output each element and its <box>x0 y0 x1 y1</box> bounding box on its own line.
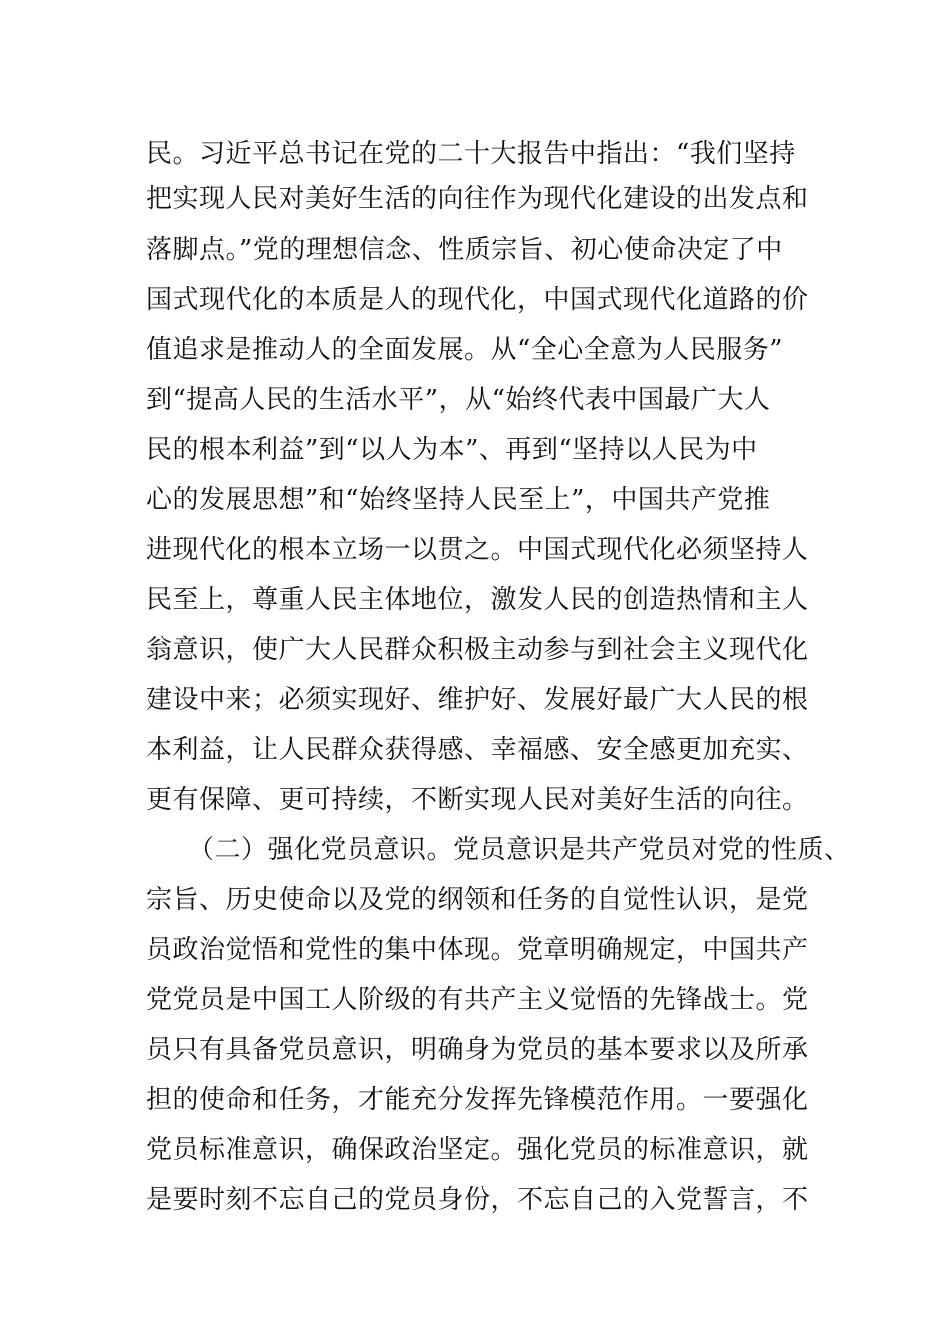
text-line: 党员标准意识，确保政治坚定。强化党员的标准意识，就 <box>146 1135 809 1165</box>
text-line: 是要时刻不忘自己的党员身份，不忘自己的入党誓言，不 <box>146 1185 809 1215</box>
text-line: 民至上，尊重人民主体地位，激发人民的创造热情和主人 <box>146 585 809 615</box>
text-line: 进现代化的根本立场一以贯之。中国式现代化必须坚持人 <box>146 535 809 565</box>
text-line: 民。习近平总书记在党的二十大报告中指出：“我们坚持 <box>146 139 796 169</box>
text-line: 员政治觉悟和党性的集中体现。党章明确规定，中国共产 <box>146 935 809 965</box>
text-line: 员只有具备党员意识，明确身为党员的基本要求以及所承 <box>146 1035 809 1065</box>
text-line: 翁意识，使广大人民群众积极主动参与到社会主义现代化 <box>146 635 809 665</box>
text-line: 落脚点。”党的理想信念、性质宗旨、初心使命决定了中 <box>146 235 783 265</box>
text-line: 本利益，让人民群众获得感、幸福感、安全感更加充实、 <box>146 735 809 765</box>
text-line: 担的使命和任务，才能充分发挥先锋模范作用。一要强化 <box>146 1085 809 1115</box>
text-line: 更有保障、更可持续，不断实现人民对美好生活的向往。 <box>146 785 809 815</box>
text-line: 宗旨、历史使命以及党的纲领和任务的自觉性认识，是党 <box>146 885 809 915</box>
text-line: 党党员是中国工人阶级的有共产主义觉悟的先锋战士。党 <box>146 985 809 1015</box>
text-line: 值追求是推动人的全面发展。从“全心全意为人民服务” <box>146 335 784 365</box>
text-line: 把实现人民对美好生活的向往作为现代化建设的出发点和 <box>146 184 809 214</box>
text-line: 国式现代化的本质是人的现代化，中国式现代化道路的价 <box>146 285 809 315</box>
text-line: 建设中来；必须实现好、维护好、发展好最广大人民的根 <box>146 685 809 715</box>
text-line: 民的根本利益”到“以人为本”、再到“坚持以人民为中 <box>146 435 758 465</box>
paragraph-heading-line: （二）强化党员意识。党员意识是共产党员对党的性质、 <box>188 835 851 865</box>
text-line: 到“提高人民的生活水平”，从“始终代表中国最广大人 <box>146 385 771 415</box>
text-line: 心的发展思想”和“始终坚持人民至上”，中国共产党推 <box>146 485 771 515</box>
